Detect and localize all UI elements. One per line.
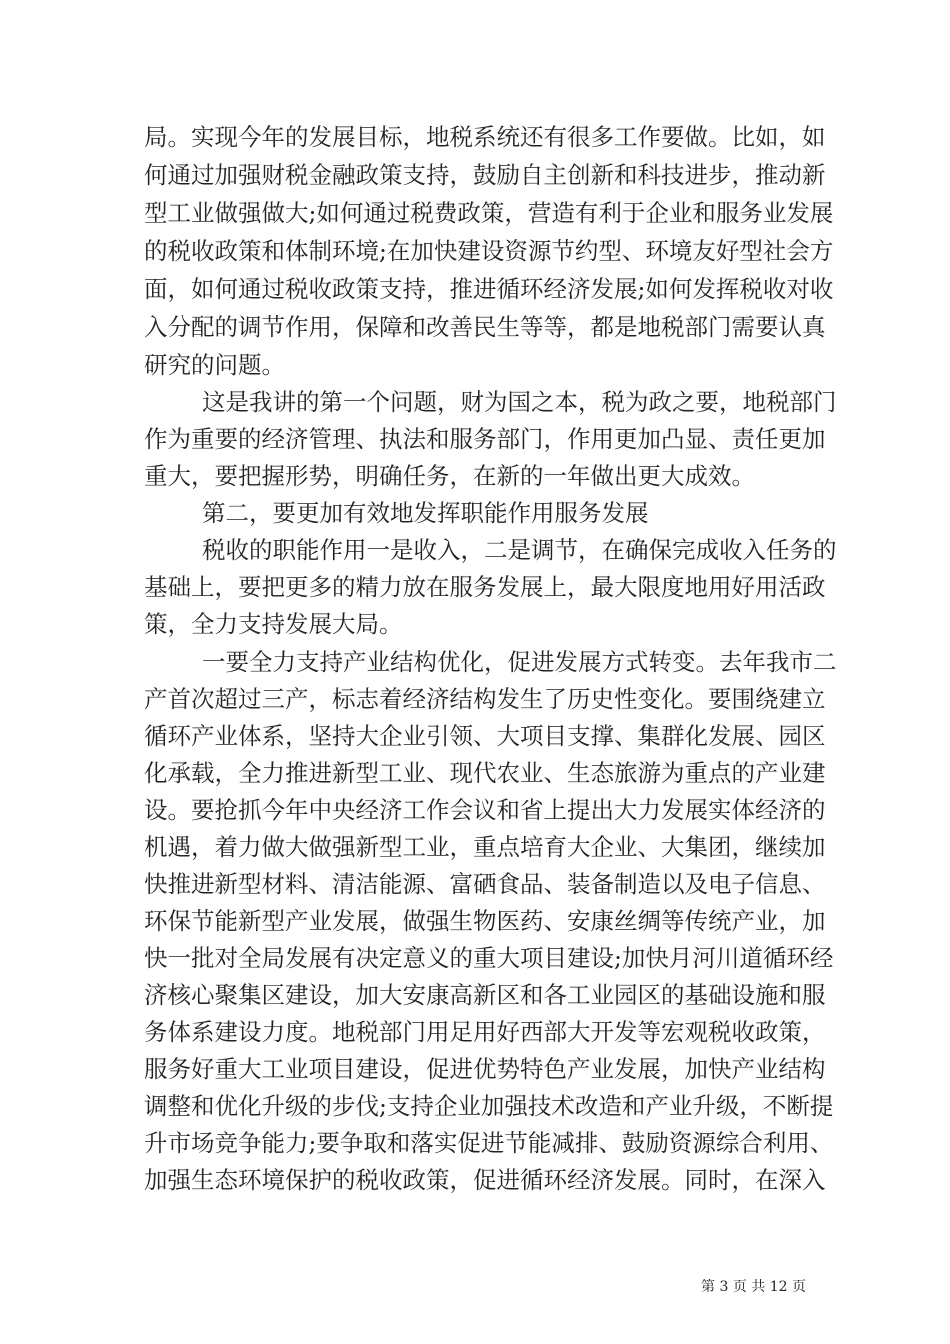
text-line-10: 重大，要把握形势，明确任务，在新的一年做出更大成效。 [144, 462, 755, 490]
text-line-20: 机遇，着力做大做强新型工业，重点培育大企业、大集团，继续加 [144, 833, 826, 861]
text-line-17: 循环产业体系，坚持大企业引领、大项目支撑、集群化发展、园区 [144, 722, 826, 750]
text-line-15: 一要全力支持产业结构优化，促进发展方式转变。去年我市二 [202, 648, 837, 676]
text-line-24: 济核心聚集区建设，加大安康高新区和各工业园区的基础设施和服 [144, 981, 826, 1009]
text-line-1: 局。实现今年的发展目标，地税系统还有很多工作要做。比如，如 [144, 123, 826, 151]
text-line-3: 型工业做强做大;如何通过税费政策，营造有利于企业和服务业发展 [144, 199, 834, 227]
text-line-12: 税收的职能作用一是收入，二是调节，在确保完成收入任务的 [202, 536, 837, 564]
text-line-18: 化承载，全力推进新型工业、现代农业、生态旅游为重点的产业建 [144, 759, 826, 787]
text-line-22: 环保节能新型产业发展，做强生物医药、安康丝绸等传统产业，加 [144, 907, 826, 935]
page-number-footer: 第 3 页 共 12 页 [701, 1279, 806, 1295]
text-line-13: 基础上，要把更多的精力放在服务发展上，最大限度地用好用活政 [144, 573, 826, 601]
text-line-27: 调整和优化升级的步伐;支持企业加强技术改造和产业升级，不断提 [144, 1092, 834, 1120]
text-line-23: 快一批对全局发展有决定意义的重大项目建设;加快月河川道循环经 [144, 944, 834, 972]
text-line-16: 产首次超过三产，标志着经济结构发生了历史性变化。要围绕建立 [144, 685, 826, 713]
text-line-28: 升市场竞争能力;要争取和落实促进节能减排、鼓励资源综合利用、 [144, 1129, 834, 1157]
text-line-8: 这是我讲的第一个问题，财为国之本，税为政之要，地税部门 [202, 388, 837, 416]
text-line-21: 快推进新型材料、清洁能源、富硒食品、装备制造以及电子信息、 [144, 870, 826, 898]
text-line-29: 加强生态环境保护的税收政策，促进循环经济发展。同时，在深入 [144, 1166, 826, 1194]
text-line-7: 研究的问题。 [144, 351, 285, 379]
text-line-2: 何通过加强财税金融政策支持，鼓励自主创新和科技进步，推动新 [144, 161, 826, 189]
text-line-26: 服务好重大工业项目建设，促进优势特色产业发展，加快产业结构 [144, 1055, 826, 1083]
text-line-6: 入分配的调节作用，保障和改善民生等等，都是地税部门需要认真 [144, 313, 826, 341]
text-line-14: 策，全力支持发展大局。 [144, 610, 403, 638]
text-line-9: 作为重要的经济管理、执法和服务部门，作用更加凸显、责任更加 [144, 425, 826, 453]
text-line-4: 的税收政策和体制环境;在加快建设资源节约型、环境友好型社会方 [144, 237, 834, 265]
text-line-25: 务体系建设力度。地税部门用足用好西部大开发等宏观税收政策， [144, 1018, 826, 1046]
text-line-19: 设。要抢抓今年中央经济工作会议和省上提出大力发展实体经济的 [144, 796, 826, 824]
section-heading: 第二，要更加有效地发挥职能作用服务发展 [202, 499, 649, 527]
text-line-5: 面，如何通过税收政策支持，推进循环经济发展;如何发挥税收对收 [144, 275, 834, 303]
